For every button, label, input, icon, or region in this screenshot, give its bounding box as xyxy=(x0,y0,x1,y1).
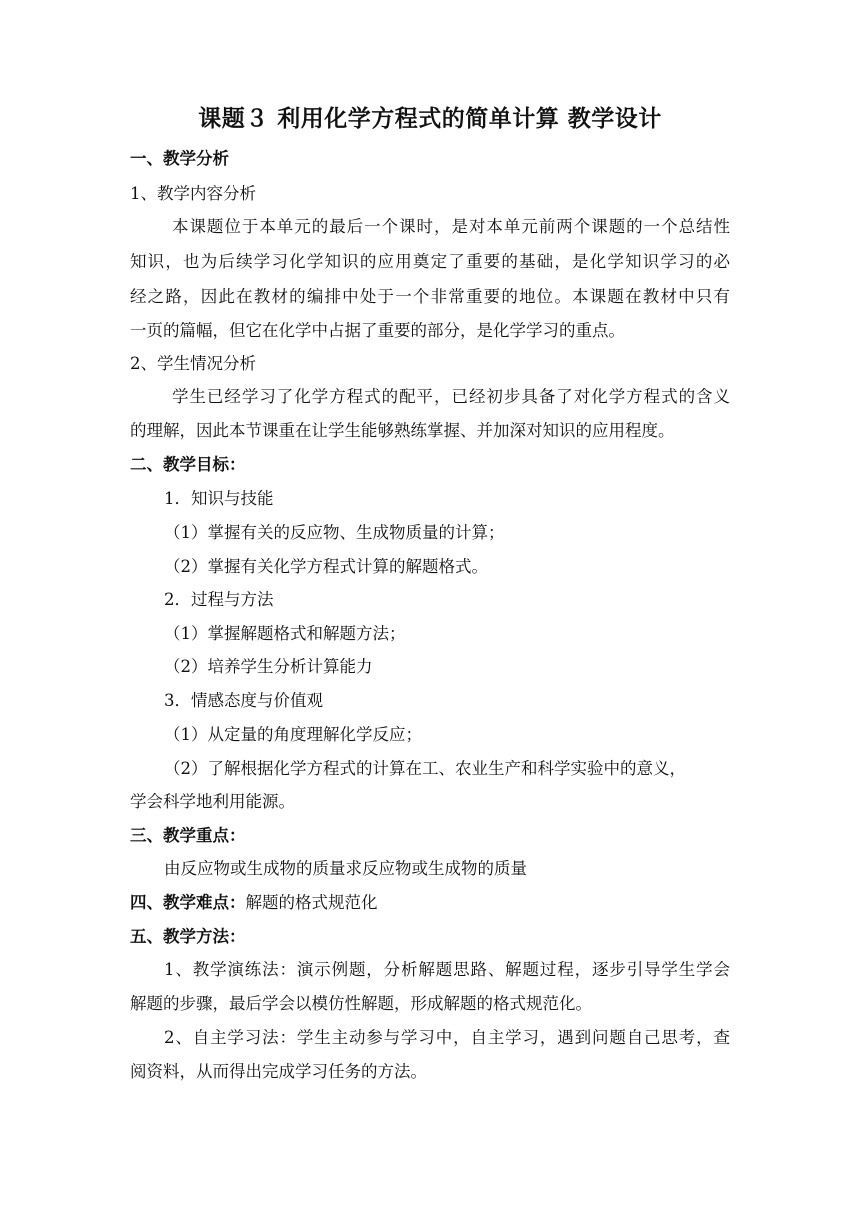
section-heading-difficulty: 四、教学难点： xyxy=(130,893,246,912)
difficulty-text: 解题的格式规范化 xyxy=(245,893,378,912)
goal-group-process: 2．过程与方法 xyxy=(164,590,274,609)
goal-item: （2）了解根据化学方程式的计算在工、农业生产和科学实验中的意义， xyxy=(164,759,686,778)
paragraph-line: 阅资料，从而得出完成学习任务的方法。 xyxy=(130,1062,427,1081)
goal-item: （1）掌握有关的反应物、生成物质量的计算； xyxy=(164,523,505,542)
paragraph-line: 学生已经学习了化学方程式的配平，已经初步具备了对化学方程式的含义 xyxy=(172,387,730,406)
key-point-text: 由反应物或生成物的质量求反应物或生成物的质量 xyxy=(164,859,527,878)
goal-item: （2）掌握有关化学方程式计算的解题格式。 xyxy=(164,557,488,576)
subheading-student-analysis: 2、学生情况分析 xyxy=(130,354,256,373)
section-heading-goals: 二、教学目标： xyxy=(130,455,246,474)
goal-item: （2）培养学生分析计算能力 xyxy=(164,657,373,676)
paragraph-line: 的理解，因此本节课重在让学生能够熟练掌握、并加深对知识的应用程度。 xyxy=(130,421,675,440)
section-heading-key-points: 三、教学重点： xyxy=(130,826,246,845)
paragraph-line: 知识，也为后续学习化学知识的应用奠定了重要的基础，是化学知识学习的必 xyxy=(130,252,730,271)
subheading-content-analysis: 1、教学内容分析 xyxy=(130,184,256,203)
goal-item: （1）从定量的角度理解化学反应； xyxy=(164,725,422,744)
paragraph-line: 一页的篇幅，但它在化学中占据了重要的部分，是化学学习的重点。 xyxy=(130,321,625,340)
paragraph-line: 2、自主学习法：学生主动参与学习中，自主学习，遇到问题自己思考，查 xyxy=(164,1028,730,1047)
paragraph-line: 本课题位于本单元的最后一个课时，是对本单元前两个课题的一个总结性 xyxy=(172,217,730,236)
paragraph-line: 解题的步骤，最后学会以模仿性解题，形成解题的格式规范化。 xyxy=(130,994,592,1013)
goal-item-continuation: 学会科学地利用能源。 xyxy=(130,792,295,811)
paragraph-line: 1、教学演练法：演示例题，分析解题思路、解题过程，逐步引导学生学会 xyxy=(164,960,730,979)
goal-group-knowledge: 1．知识与技能 xyxy=(164,489,274,508)
section-heading-methods: 五、教学方法： xyxy=(130,927,246,946)
section-heading-analysis: 一、教学分析 xyxy=(130,149,229,168)
paragraph-line: 经之路，因此在教材的编排中处于一个非常重要的地位。本课题在教材中只有 xyxy=(130,287,730,306)
goal-item: （1）掌握解题格式和解题方法； xyxy=(164,624,406,643)
section-difficulty xyxy=(130,891,730,915)
document-title: 课题３ 利用化学方程式的简单计算 教学设计 xyxy=(198,105,662,132)
goal-group-attitude: 3．情感态度与价值观 xyxy=(164,691,323,710)
